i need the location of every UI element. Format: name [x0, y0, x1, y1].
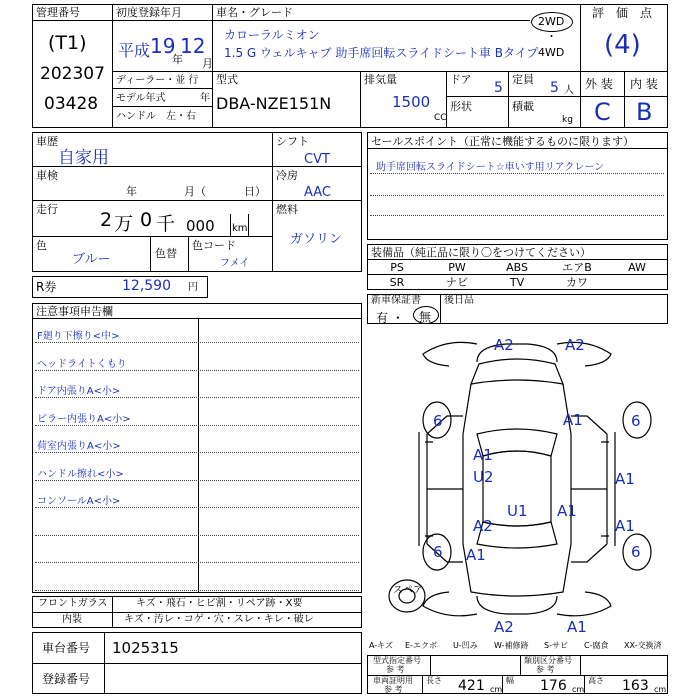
note-line: [35, 590, 359, 591]
mileage-label: 走行: [36, 203, 58, 216]
length-label: 長さ: [426, 676, 442, 685]
note-line: [35, 480, 359, 481]
damage-mark-rear-right-a1: A1: [567, 618, 587, 636]
legend-item: E-エクボ: [405, 641, 437, 650]
note-item: ピラー内張りA<小>: [37, 413, 131, 425]
mileage-sen-unit: 千: [156, 213, 176, 235]
warranty-options: 有 ・: [376, 311, 404, 325]
damage-mark-roof-a1: A1: [557, 502, 577, 520]
inspection-month: 月（: [184, 185, 206, 198]
equipment-item: ナビ: [446, 276, 468, 289]
model-year-label: モデル年式: [116, 93, 166, 104]
damage-mark-left-rear-door-a2: A2: [473, 517, 493, 535]
doors-label: ドア: [450, 73, 472, 86]
cert-reference-label: 参 考: [384, 685, 403, 694]
note-line: [35, 370, 359, 371]
category-label: 類別区分番号: [524, 656, 572, 665]
first-reg-era: 平成: [118, 41, 151, 60]
note-line: [35, 507, 359, 508]
equipment-item: AW: [628, 261, 646, 274]
equipment-label: 装備品（純正品に限り〇をつけてください）: [371, 246, 591, 259]
capacity-label: 定員: [512, 73, 534, 86]
legend-item: W-補修跡: [494, 641, 529, 650]
color-change-label: 色替: [155, 247, 177, 260]
recycle-frame: [32, 276, 208, 298]
car-name: カローラルミオン: [224, 28, 320, 42]
legend-item: S-サビ: [544, 641, 568, 650]
lane-code: (T1): [48, 32, 87, 54]
warranty-selected: 無: [419, 310, 432, 324]
mileage-unit: km: [232, 223, 248, 234]
usage-label: 車歴: [36, 135, 58, 148]
chassis-no-label: 車台番号: [42, 641, 91, 655]
model-year-unit: 年: [200, 93, 210, 104]
equipment-item: ABS: [506, 261, 528, 274]
damage-mark-left-rear-tire: 6: [433, 543, 443, 561]
note-line: [35, 562, 359, 563]
hood-outline: [471, 359, 563, 384]
sales-points-label: セールスポイント（正常に機能するものに限ります）: [371, 135, 635, 148]
mileage-sen: 0: [140, 209, 153, 231]
handle-label: ハンドル 左・右: [116, 111, 196, 122]
displacement-label: 排気量: [364, 73, 397, 86]
shape-label: 形状: [450, 100, 472, 113]
month-unit: 月: [202, 57, 213, 70]
doors: 5: [494, 80, 503, 96]
legend-item: C-腐食: [584, 641, 609, 650]
front-glass-label: フロントガラス: [38, 598, 108, 609]
legend-item: U-凹み: [453, 641, 478, 650]
damage-mark-left-rear-a1: A1: [466, 546, 486, 564]
note-line: [35, 397, 359, 398]
load-label: 積載: [512, 100, 534, 113]
inspection-day: 日）: [244, 185, 266, 198]
capacity-unit: 人: [564, 85, 574, 96]
ac-label: 冷房: [276, 169, 298, 182]
width: 176: [540, 678, 567, 694]
damage-mark-right-front-door-a1: A1: [615, 470, 635, 488]
note-item: ドア内張りA<小>: [37, 386, 121, 397]
legend-item: XX-交換済: [624, 641, 662, 650]
car-name-label: 車名・グレード: [216, 6, 293, 19]
drive-4wd: 4WD: [538, 46, 565, 59]
note-item: ハンドル擦れ<小>: [37, 468, 124, 480]
model-type-label: 型式: [216, 73, 238, 86]
height-label: 高さ: [588, 676, 604, 685]
interior-row-items: キズ・汚レ・コゲ・穴・スレ・キレ・破レ: [124, 614, 314, 625]
note-item: 荷室内張りA<小>: [37, 441, 121, 452]
damage-mark-front-right-a2: A2: [565, 336, 585, 354]
first-reg-year: 19: [150, 34, 176, 58]
damage-mark-hood-a1: A1: [563, 411, 583, 429]
drive-dot: ・: [546, 30, 557, 43]
capacity: 5: [550, 80, 559, 96]
color-code-label: 色コード: [192, 239, 236, 252]
note-item: ヘッドライトくもり: [37, 358, 127, 370]
note-item: コンソールA<小>: [37, 496, 121, 507]
note-line: [35, 535, 359, 536]
mileage-man-unit: 万: [114, 213, 134, 235]
first-reg-month: 12: [180, 34, 206, 58]
number-line1: 202307: [40, 64, 105, 84]
width-label: 幅: [506, 676, 514, 685]
damage-mark-left-front-door-u2: U2: [473, 468, 494, 486]
model-type: DBA-NZE151N: [216, 94, 332, 113]
type-reference-label: 参 考: [386, 665, 405, 674]
front-glass-items: キズ・飛石・ヒビ割・リペア跡・X要: [136, 598, 303, 609]
damage-mark-left-front-tire: 6: [433, 412, 443, 430]
first-reg-label: 初度登録年月: [116, 6, 182, 19]
color: ブルー: [72, 252, 111, 267]
inspection-label: 車検: [36, 169, 58, 182]
note-line: [35, 342, 359, 343]
load-unit: kg: [562, 115, 573, 125]
note-line: [35, 425, 359, 426]
height-unit: cm: [654, 685, 667, 694]
usage: 自家用: [58, 148, 109, 168]
height: 163: [622, 678, 649, 694]
displacement-unit: CC: [434, 113, 447, 123]
fuel-label: 燃料: [276, 203, 298, 216]
spare-label: スペア: [393, 585, 423, 596]
recycle-amount: 12,590: [122, 278, 171, 294]
equipment-item: TV: [509, 276, 525, 289]
exterior-grade: C: [594, 98, 611, 126]
length-unit: cm: [490, 685, 503, 694]
note-line: [35, 452, 359, 453]
damage-mark-left-front-door-a1: A1: [473, 446, 493, 464]
damage-mark-roof-u1: U1: [507, 502, 528, 520]
length: 421: [458, 678, 485, 694]
color-code: フメイ: [220, 258, 250, 269]
equipment-item: カワ: [566, 276, 588, 289]
damage-mark-right-rear-tire: 6: [631, 543, 641, 561]
inspection-year: 年: [126, 185, 137, 198]
displacement: 1500: [392, 93, 431, 111]
interior-label: 内 装: [630, 77, 658, 91]
type-designation-label: 型式指定番号: [373, 656, 421, 665]
year-unit: 年: [172, 53, 183, 66]
recycle-label: R券: [36, 280, 57, 294]
reg-no-label: 登録番号: [42, 672, 91, 686]
number-line2: 03428: [44, 94, 99, 114]
drive-2wd: 2WD: [538, 15, 565, 28]
fuel: ガソリン: [290, 232, 343, 247]
score-label: 評 価 点: [592, 6, 653, 20]
dealer-label: ディーラー・並 行: [116, 75, 199, 86]
car-grade: 1.5 G ウェルキャブ 助手席回転スライドシート車 Bタイプ: [224, 46, 539, 60]
category-reference-label: 参 考: [536, 665, 555, 674]
rear-outline: [477, 596, 557, 614]
color-label: 色: [36, 239, 47, 252]
damage-mark-front-left-a2: A2: [494, 336, 514, 354]
equipment-item: SR: [389, 276, 405, 289]
mileage-rest: 000: [186, 217, 215, 235]
score-value: (4): [604, 30, 641, 60]
recycle-unit: 円: [188, 282, 198, 293]
equipment-item: エアB: [562, 261, 592, 274]
chassis-no: 1025315: [112, 639, 179, 657]
equipment-item: PS: [390, 261, 404, 274]
interior-row-label: 内装: [62, 614, 82, 625]
damage-mark-right-rear-door-a1: A1: [615, 517, 635, 535]
management-no-label: 管理番号: [36, 6, 80, 19]
legend-item: A-キズ: [369, 641, 394, 650]
sales-point: 助手席回転スライドシート☆車いす用リアクレーン: [376, 162, 605, 173]
pickup-label: 後日品: [444, 295, 474, 306]
shift-label: シフト: [276, 135, 309, 148]
note-item: F廻り下擦り<中>: [37, 331, 120, 342]
shift: CVT: [304, 152, 330, 167]
damage-mark-rear-left-a2: A2: [494, 618, 514, 636]
ac: AAC: [304, 185, 331, 200]
warranty-label: 新車保証書: [371, 295, 421, 306]
damage-mark-right-front-tire: 6: [631, 412, 641, 430]
exterior-label: 外 装: [585, 77, 613, 91]
interior-grade: B: [636, 98, 653, 126]
body-outline: [463, 384, 571, 596]
notes-label: 注意事項申告欄: [36, 305, 113, 318]
cert-label: 車両証明用: [373, 676, 413, 685]
width-unit: cm: [572, 685, 585, 694]
mileage-man: 2: [100, 209, 113, 231]
equipment-item: PW: [448, 261, 466, 274]
